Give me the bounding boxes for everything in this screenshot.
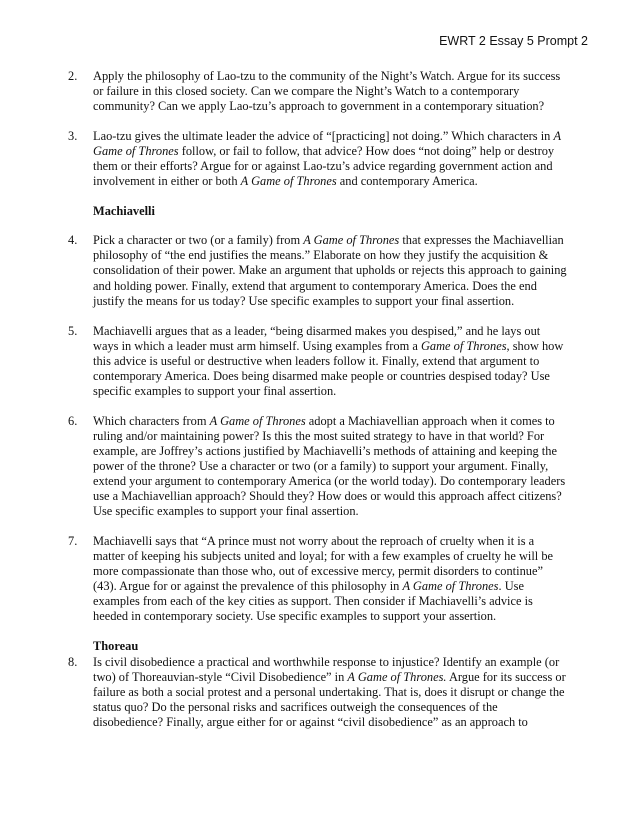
section-heading-machiavelli: Machiavelli bbox=[93, 204, 155, 219]
prompt-list bbox=[68, 69, 568, 745]
prompt-number: 4. bbox=[68, 233, 78, 248]
prompt-text-run: that expresses the Machiavellian philosophy of “the end justifies the means.” Elaborate on how they justify the acquisition & consolidation of their power. Make an argument that upholds or rejects this approach to gaining and holding power. Finally, extend that argument to contemporary America. Does the end justify the means for us today? Use specific examples to support your final assertion. bbox=[93, 233, 567, 308]
prompt-text-run: Is civil disobedience a practical and worthwhile response to injustice? Identify an example (or two) of Thoreauvian-style “Civil Disobedience” in bbox=[93, 654, 560, 684]
prompt-text-run: Pick a character or two (or a family) from bbox=[93, 233, 304, 248]
prompt-text bbox=[93, 324, 568, 399]
book-title: A Game of Thrones bbox=[303, 233, 400, 248]
prompt-text-run: Machiavelli says that “A prince must not worry about the reproach of cruelty when it is a matter of keeping his subjects united and loyal; for with a few examples of cruelty he will be more compassionate than those who, out of excessive mercy, permit disorders to continue” (43). Argue for or against the prevalence of this philosophy in bbox=[93, 534, 554, 594]
prompt-text bbox=[93, 414, 568, 519]
prompt-item-6 bbox=[68, 414, 568, 519]
prompt-text-run: Lao-tzu gives the ultimate leader the advice of “[practicing] not doing.” Which characters in bbox=[93, 129, 554, 144]
prompt-text-run: Machiavelli argues that as a leader, “being disarmed makes you despised,” and he lays out ways in which a leader must arm himself. Using examples from a bbox=[93, 323, 541, 353]
book-title: Game of Thrones bbox=[420, 338, 507, 353]
prompt-text bbox=[93, 69, 568, 114]
prompt-text-run: and contemporary America. bbox=[336, 174, 478, 189]
prompt-number: 5. bbox=[68, 323, 78, 338]
prompt-item-7 bbox=[68, 534, 568, 624]
prompt-number: 6. bbox=[68, 413, 78, 428]
book-title: A Game of Thrones bbox=[402, 579, 499, 594]
prompt-text bbox=[93, 233, 568, 308]
prompt-number: 7. bbox=[68, 534, 78, 549]
prompt-item-3 bbox=[68, 129, 568, 189]
book-title: A Game of Thrones. bbox=[347, 669, 447, 684]
prompt-text-run: Apply the philosophy of Lao-tzu to the community of the Night’s Watch. Argue for its success or failure in this closed society. Can we compare the Night’s Watch to a contemporary community? Can we apply Lao-tzu’s approach to government in a contemporary situation? bbox=[93, 69, 561, 114]
running-header: EWRT 2 Essay 5 Prompt 2 bbox=[439, 34, 588, 48]
prompt-text-run: , show how this advice is useful or destructive when leaders follow it. Finally, extend that argument to contemporary America. Does being disarmed make people or countries despised today? Use specific examples to support your final assertion. bbox=[93, 338, 564, 398]
prompt-number: 2. bbox=[68, 69, 78, 83]
prompt-item-8 bbox=[68, 655, 568, 730]
prompt-text-run: follow, or fail to follow, that advice? How does “not doing” help or destroy them or their efforts? Argue for or against Lao-tzu’s advice regarding government action and involvement in either or both bbox=[93, 144, 555, 189]
prompt-item-4 bbox=[68, 233, 568, 308]
prompt-text-run: Argue for its success or failure as both a social protest and a personal undertaking. That is, does it disrupt or change the status quo? Do the personal risks and sacrifices outweigh the consequences of the disobedience? Finally, argue either for or against “civil disobedience” as an approach to bbox=[93, 669, 566, 729]
prompt-item-5 bbox=[68, 324, 568, 399]
prompt-text-run: . Use examples from each of the key cities as support. Then consider if Machiavelli’s advice is heeded in contemporary society. Use specific examples to support your assertion. bbox=[93, 579, 533, 624]
prompt-number: 3. bbox=[68, 129, 78, 144]
prompt-text-run: adopt a Machiavellian approach when it comes to ruling and/or maintaining power? Is this the most suited strategy to have in that world? For example, are Joffrey’s actions justified by Machiavelli’s methods of attaining and keeping the power of the throne? Use a character or two (or a family) to support your argument. Finally, extend your argument to contemporary America (or the world today). Do contemporary leaders use a Machiavellian approach? Should they? How does or would this approach affect citizens? Use specific examples to support your final assertion. bbox=[93, 413, 566, 519]
prompt-text bbox=[93, 129, 568, 189]
prompt-number: 8. bbox=[68, 654, 78, 669]
prompt-text bbox=[93, 655, 568, 730]
prompt-item-2 bbox=[68, 69, 568, 114]
prompt-text bbox=[93, 534, 568, 624]
book-title: A Game of Thrones bbox=[240, 174, 337, 189]
book-title: A Game of Thrones bbox=[209, 413, 306, 428]
prompt-text-run: Which characters from bbox=[93, 413, 210, 428]
section-heading-thoreau: Thoreau bbox=[93, 639, 139, 654]
book-title: A Game of Thrones bbox=[93, 129, 561, 159]
